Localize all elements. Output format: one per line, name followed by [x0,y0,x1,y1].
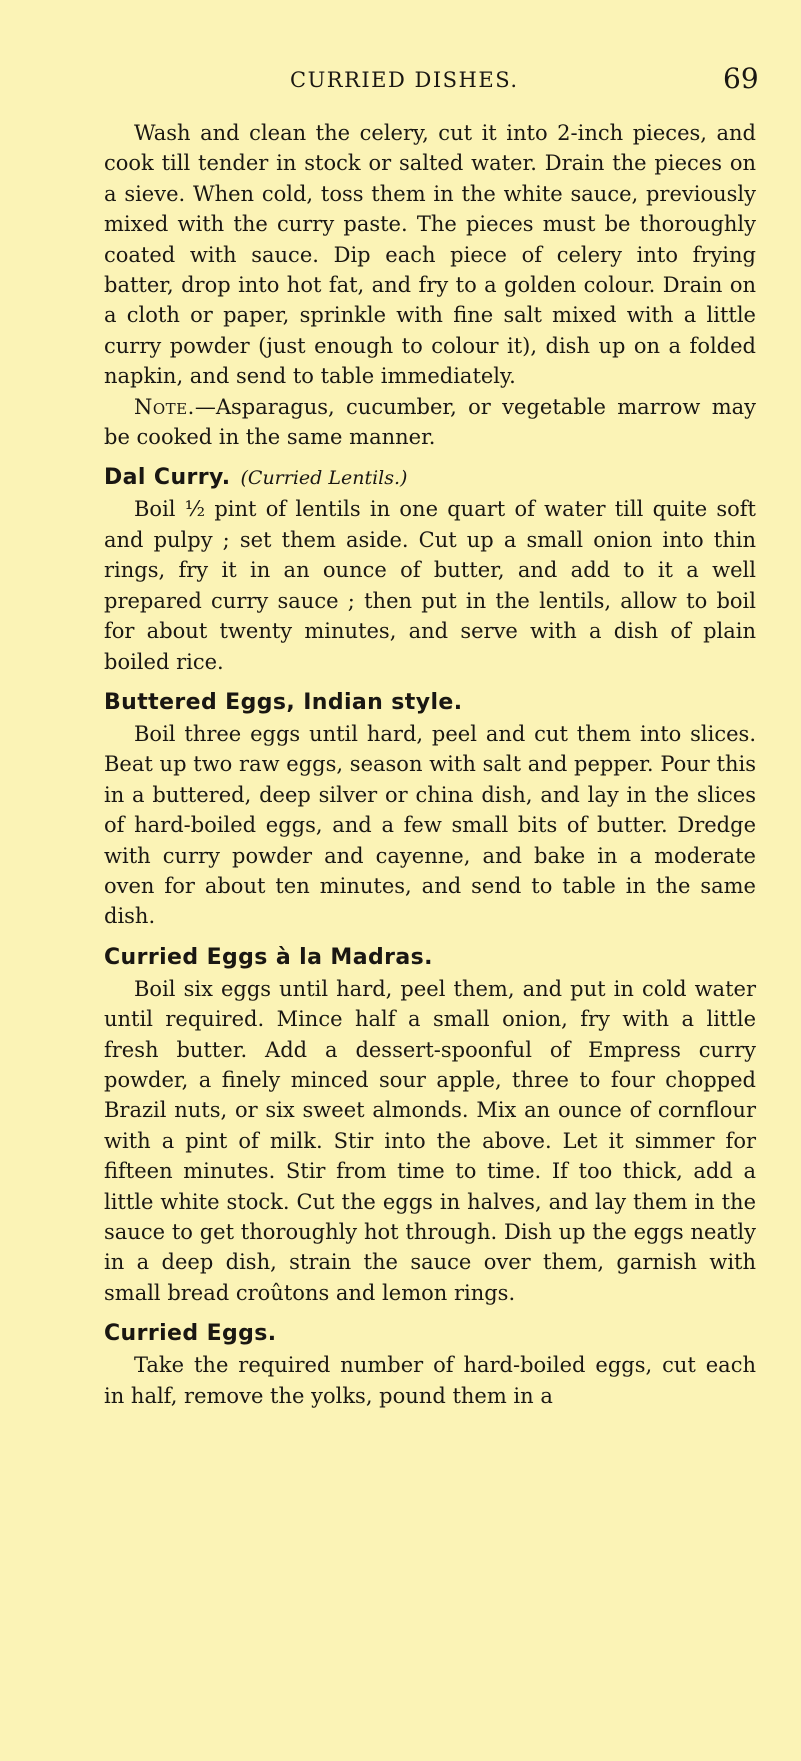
page-body [104,118,756,1411]
page-header [80,62,790,102]
running-title: CURRIED DISHES. [290,68,519,92]
recipe-heading-eggs-madras [104,942,756,974]
recipe-text-buttered-eggs: Boil three eggs until hard, peel and cut them into slices. Beat up two raw eggs, season with salt and pepper. Pour this in a buttered, deep silver or china dish, and lay in the slices of hard-boiled eggs, and a few small bits of butter. Dredge with curry powder and cayenne, and bake in a moderate oven for about ten minutes, and send to table in the same dish. [104,721,756,929]
recipe-text-dal-curry: Boil ½ pint of lentils in one quart of water till quite soft and pulpy ; set them aside. Cut up a small onion into thin rings, fry it in an ounce of butter, and add to it a well prepared curry sauce ; then put in the lentils, allow to boil for about twenty minutes, and serve with a dish of plain boiled rice. [104,497,756,674]
recipe-heading-dal-curry [104,462,756,494]
note-label: Note. [134,394,195,419]
recipe-title: Curried Eggs à la Madras. [104,944,433,970]
celery-note [104,392,756,453]
recipe-title: Dal Curry. [104,465,231,491]
recipe-subtitle: (Curried Lentils.) [240,467,408,490]
recipe-heading-buttered-eggs [104,687,756,719]
recipe-text-curried-eggs: Take the required number of hard-boiled eggs, cut each in half, remove the yolks, pound them in a [104,1353,756,1408]
recipe-heading-curried-eggs [104,1318,756,1350]
celery-paragraph: Wash and clean the celery, cut it into 2-inch pieces, and cook till tender in stock or salted water. Drain the pieces on a sieve. When cold, toss them in the white sauce, previously mixed with the curry paste. The pieces must be thoroughly coated with sauce. Dip each piece of celery into frying batter, drop into hot fat, and fry to a golden colour. Drain on a cloth or paper, sprinkle with fine salt mixed with a little curry powder (just enough to colour it), dish up on a folded napkin, and send to table immediately. [104,121,756,389]
note-text: —Asparagus, cucumber, or vegetable marrow may be cooked in the same manner. [104,394,756,450]
recipe-text-eggs-madras: Boil six eggs until hard, peel them, and put in cold water until required. Mince half a small onion, fry with a little fresh butter. Add a dessert-spoonful of Empress curry powder, a finely minced sour apple, three to four chopped Brazil nuts, or six sweet almonds. Mix an ounce of cornflour with a pint of milk. Stir into the above. Let it simmer for fifteen minutes. Stir from time to time. If too thick, add a little white stock. Cut the eggs in halves, and lay them in the sauce to get thoroughly hot through. Dish up the eggs neatly in a deep dish, strain the sauce over them, garnish with small bread croûtons and lemon rings. [104,976,756,1305]
recipe-title: Curried Eggs. [104,1321,277,1347]
recipe-title: Buttered Eggs, Indian style. [104,689,463,715]
page-number: 69 [723,62,759,95]
